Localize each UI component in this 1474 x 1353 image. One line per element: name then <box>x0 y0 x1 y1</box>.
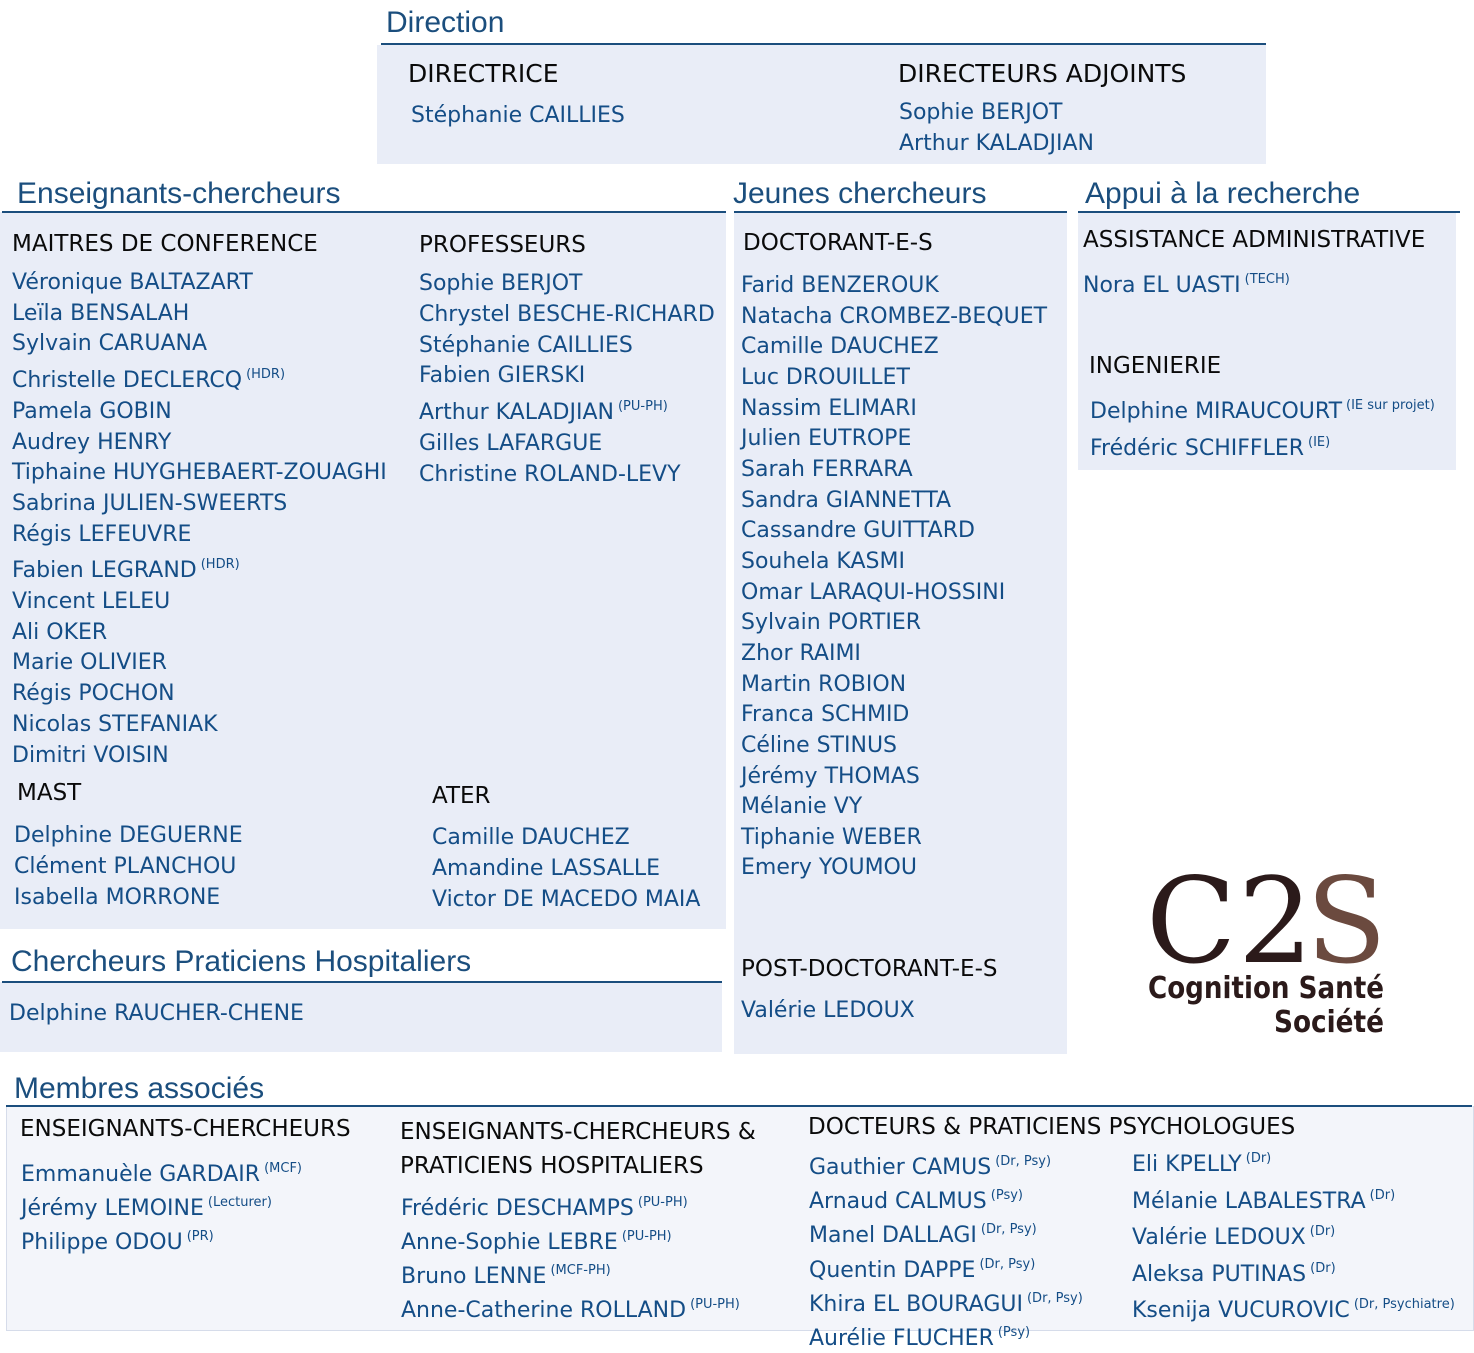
person-entry <box>809 1319 1083 1353</box>
person-entry <box>14 882 243 913</box>
person-status-tag: (PU-PH) <box>621 1229 672 1244</box>
person-entry <box>741 271 1047 302</box>
person-name: Cassandre GUITTARD <box>741 518 975 544</box>
person-name: Natacha CROMBEZ-BEQUET <box>741 303 1048 329</box>
person-entry <box>12 329 387 360</box>
person-status-tag: (PU-PH) <box>690 1297 740 1312</box>
person-name: Eli KPELLY <box>1132 1152 1242 1177</box>
direction-title: Direction <box>386 6 505 39</box>
ater-label: ATER <box>432 783 491 809</box>
person-status-tag: (IE) <box>1308 435 1331 450</box>
person-entry <box>21 1155 302 1189</box>
professeurs-list <box>419 269 715 491</box>
person-name: Aleksa PUTINAS <box>1132 1261 1307 1287</box>
person-name: Delphine RAUCHER-CHENE <box>9 1001 304 1026</box>
person-name: Arthur KALADJIAN <box>419 400 614 426</box>
person-entry <box>432 884 700 915</box>
person-name: Jérémy LEMOINE <box>21 1196 204 1221</box>
person-entry <box>1083 264 1290 301</box>
logo-line2: Société <box>1274 1005 1384 1040</box>
appui-rule <box>1078 211 1460 213</box>
ingenierie-list <box>1090 390 1435 464</box>
assoc-docteurs-col2 <box>1132 1144 1455 1327</box>
person-entry <box>1132 1144 1455 1181</box>
person-name: Omar LARAQUI-HOSSINI <box>741 579 1006 605</box>
person-name: Farid BENZEROUK <box>741 273 939 298</box>
person-name: Delphine MIRAUCOURT <box>1090 399 1343 424</box>
person-entry <box>12 710 387 741</box>
person-name: Véronique BALTAZART <box>12 270 253 295</box>
person-entry <box>741 639 1047 670</box>
person-entry <box>809 1285 1083 1319</box>
person-entry <box>12 428 387 459</box>
c2s-logo-mark <box>1140 850 1390 1040</box>
person-name: Vincent LELEU <box>12 589 171 615</box>
person-entry <box>12 587 387 618</box>
person-name: Mélanie VY <box>741 794 863 820</box>
person-entry <box>401 1189 740 1223</box>
assoc-ecph-list <box>401 1189 740 1325</box>
person-status-tag: (Dr, Psy) <box>1026 1290 1083 1306</box>
person-entry <box>21 1189 302 1223</box>
person-name: Régis POCHON <box>12 681 175 707</box>
person-name: Marie OLIVIER <box>12 650 167 676</box>
person-name: Tiphaine HUYGHEBAERT-ZOUAGHI <box>12 460 387 486</box>
person-name: Nassim ELIMARI <box>741 395 917 421</box>
person-status-tag: (PU-PH) <box>637 1195 688 1210</box>
person-name: Franca SCHMID <box>741 702 910 728</box>
person-entry <box>809 1251 1083 1285</box>
adjoint-name: Arthur KALADJIAN <box>899 131 1094 156</box>
person-status-tag: (Dr) <box>1310 1260 1336 1276</box>
person-name: Victor DE MACEDO MAIA <box>432 887 701 912</box>
assistance-list <box>1083 264 1290 301</box>
person-status-tag: (PR) <box>186 1229 214 1244</box>
enseignants-rule <box>2 211 726 213</box>
person-name: Delphine DEGUERNE <box>14 823 243 848</box>
person-entry <box>21 1223 302 1257</box>
person-entry <box>741 995 915 1026</box>
person-name: Fabien LEGRAND <box>12 558 197 584</box>
person-status-tag: (Dr) <box>1369 1187 1396 1203</box>
person-name: Isabella MORRONE <box>14 885 221 910</box>
person-name: Souhela KASMI <box>741 548 905 574</box>
person-name: Sandra GIANNETTA <box>741 487 952 513</box>
person-name: Dimitri VOISIN <box>12 742 169 768</box>
person-name: Sabrina JULIEN-SWEERTS <box>12 490 288 516</box>
mast-label: MAST <box>17 780 82 806</box>
postdocs-label: POST-DOCTORANT-E-S <box>741 956 998 982</box>
person-entry <box>741 363 1047 394</box>
person-name: Ali OKER <box>12 619 108 645</box>
person-name: Stéphanie CAILLIES <box>419 332 633 358</box>
person-entry <box>419 429 715 460</box>
person-name: Martin ROBION <box>741 671 907 697</box>
logo-letter-2: 2 <box>1238 852 1314 990</box>
enseignants-title: Enseignants-chercheurs <box>17 177 341 210</box>
person-status-tag: (MCF) <box>264 1161 302 1176</box>
directrice-label: DIRECTRICE <box>408 59 559 88</box>
person-entry <box>12 679 387 710</box>
assoc-ec-list <box>21 1155 302 1257</box>
person-entry <box>12 648 387 679</box>
person-entry <box>741 547 1047 578</box>
logo-line1: Cognition Santé <box>1148 971 1384 1006</box>
person-name: Camille DAUCHEZ <box>432 825 630 850</box>
person-status-tag: (HDR) <box>246 367 286 383</box>
person-entry <box>809 1182 1083 1216</box>
person-entry <box>1132 1181 1455 1218</box>
directrice-name: Stéphanie CAILLIES <box>411 103 625 128</box>
praticiens-title: Chercheurs Praticiens Hospitaliers <box>11 945 472 978</box>
professeurs-label: PROFESSEURS <box>419 232 586 258</box>
person-entry <box>741 792 1047 823</box>
person-entry <box>741 853 1047 884</box>
person-name: Amandine LASSALLE <box>432 856 661 881</box>
person-entry <box>1090 390 1435 427</box>
person-name: Jérémy THOMAS <box>741 763 920 789</box>
person-name: Ksenija VUCUROVIC <box>1132 1298 1350 1323</box>
person-entry <box>12 360 387 397</box>
person-entry <box>12 268 387 299</box>
person-name: Fabien GIERSKI <box>419 363 586 389</box>
assoc-ecph-label-2: PRATICIENS HOSPITALIERS <box>400 1153 704 1179</box>
person-entry <box>741 394 1047 425</box>
person-entry <box>741 486 1047 517</box>
person-name: Sarah FERRARA <box>741 456 913 482</box>
person-entry <box>12 299 387 330</box>
person-name: Emmanuèle GARDAIR <box>21 1162 261 1187</box>
person-name: Clément PLANCHOU <box>14 854 237 879</box>
person-name: Luc DROUILLET <box>741 364 910 390</box>
person-entry <box>741 762 1047 793</box>
person-name: Bruno LENNE <box>401 1264 547 1289</box>
person-name: Leïla BENSALAH <box>12 300 190 326</box>
person-entry <box>741 302 1047 333</box>
person-status-tag: (Dr, Psy) <box>979 1256 1036 1272</box>
person-entry <box>12 397 387 428</box>
person-name: Christine ROLAND-LEVY <box>419 461 681 487</box>
jeunes-rule <box>734 211 1067 213</box>
assistance-label: ASSISTANCE ADMINISTRATIVE <box>1083 227 1426 253</box>
person-name: Anne-Catherine ROLLAND <box>401 1298 687 1323</box>
person-entry <box>401 1223 740 1257</box>
person-status-tag: (Dr) <box>1245 1151 1272 1166</box>
person-name: Khira EL BOURAGUI <box>809 1291 1023 1317</box>
person-status-tag: (Lecturer) <box>207 1195 272 1210</box>
person-entry <box>809 1216 1083 1250</box>
person-name: Emery YOUMOU <box>741 855 917 881</box>
person-entry <box>1132 1290 1455 1327</box>
person-name: Camille DAUCHEZ <box>741 334 939 360</box>
person-entry <box>741 731 1047 762</box>
person-status-tag: (Psy) <box>997 1325 1031 1341</box>
adjoints-label: DIRECTEURS ADJOINTS <box>898 59 1187 88</box>
person-entry <box>1090 427 1435 464</box>
doctorants-label: DOCTORANT-E-S <box>743 230 933 256</box>
assoc-ec-label: ENSEIGNANTS-CHERCHEURS <box>20 1116 351 1142</box>
person-status-tag: (PU-PH) <box>617 399 668 415</box>
assoc-ecph-label-1: ENSEIGNANTS-CHERCHEURS & <box>400 1119 756 1145</box>
person-entry <box>14 820 243 851</box>
person-name: Frédéric SCHIFFLER <box>1090 436 1305 461</box>
associes-rule <box>6 1105 1472 1107</box>
person-status-tag: (Dr, Psy) <box>995 1154 1052 1169</box>
person-name: Sophie BERJOT <box>419 271 583 296</box>
person-name: Philippe ODOU <box>21 1230 183 1255</box>
logo-letter-c: C <box>1146 852 1237 990</box>
person-entry <box>12 618 387 649</box>
person-name: Zhor RAIMI <box>741 640 861 666</box>
assoc-docteurs-col1 <box>809 1148 1083 1353</box>
person-entry <box>741 823 1047 854</box>
person-entry <box>432 822 700 853</box>
person-name: Valérie LEDOUX <box>741 998 915 1023</box>
doctorants-list <box>741 271 1047 884</box>
adjoint-name: Sophie BERJOT <box>899 100 1063 125</box>
mcf-label: MAITRES DE CONFERENCE <box>12 231 318 257</box>
person-entry <box>741 424 1047 455</box>
person-entry <box>741 332 1047 363</box>
person-name: Julien EUTROPE <box>741 426 912 452</box>
person-entry <box>12 741 387 772</box>
person-entry <box>419 460 715 491</box>
adjoints-list <box>899 97 1094 159</box>
person-entry <box>741 608 1047 639</box>
person-entry <box>12 550 387 587</box>
person-entry <box>401 1291 740 1325</box>
person-name: Céline STINUS <box>741 732 898 758</box>
person-name: Sylvain PORTIER <box>741 610 922 636</box>
person-entry <box>419 300 715 331</box>
person-name: Nicolas STEFANIAK <box>12 711 218 737</box>
person-name: Anne-Sophie LEBRE <box>401 1230 618 1255</box>
person-name: Tiphanie WEBER <box>741 824 922 850</box>
jeunes-title: Jeunes chercheurs <box>733 177 987 210</box>
person-name: Audrey HENRY <box>12 429 172 455</box>
person-entry <box>741 455 1047 486</box>
praticiens-rule <box>2 981 722 983</box>
person-entry <box>419 269 715 300</box>
person-name: Nora EL UASTI <box>1083 273 1241 298</box>
person-status-tag: (MCF-PH) <box>550 1263 611 1278</box>
person-entry <box>419 361 715 392</box>
ater-list <box>432 822 700 915</box>
person-entry <box>12 520 387 551</box>
person-status-tag: (Dr, Psychiatre) <box>1353 1297 1455 1312</box>
mcf-list <box>12 268 387 771</box>
person-status-tag: (Dr) <box>1309 1224 1336 1239</box>
person-entry <box>432 853 700 884</box>
person-status-tag: (Dr, Psy) <box>980 1222 1037 1238</box>
person-entry <box>1132 1217 1455 1254</box>
person-name: Christelle DECLERCQ <box>12 368 243 394</box>
associes-title: Membres associés <box>14 1072 265 1105</box>
person-status-tag: (HDR) <box>200 557 240 573</box>
person-entry <box>741 516 1047 547</box>
person-entry <box>401 1257 740 1291</box>
praticiens-list <box>9 998 304 1029</box>
person-name: Chrystel BESCHE-RICHARD <box>419 301 715 327</box>
person-status-tag: (Psy) <box>990 1188 1023 1204</box>
ingenierie-label: INGENIERIE <box>1089 353 1222 379</box>
person-name: Régis LEFEUVRE <box>12 521 192 547</box>
person-name: Sylvain CARUANA <box>12 331 208 357</box>
person-entry <box>12 458 387 489</box>
person-entry <box>419 331 715 362</box>
person-name: Arnaud CALMUS <box>809 1189 987 1215</box>
person-name: Quentin DAPPE <box>809 1257 976 1283</box>
person-entry <box>741 700 1047 731</box>
person-entry <box>741 670 1047 701</box>
appui-title: Appui à la recherche <box>1085 177 1361 210</box>
person-entry <box>741 578 1047 609</box>
postdocs-list <box>741 995 915 1026</box>
direction-rule <box>381 43 1266 45</box>
person-name: Gauthier CAMUS <box>809 1155 992 1180</box>
assoc-docteurs-label: DOCTEURS & PRATICIENS PSYCHOLOGUES <box>808 1114 1296 1140</box>
person-entry <box>1132 1254 1455 1291</box>
c2s-logo <box>1140 850 1390 1040</box>
person-entry <box>12 489 387 520</box>
person-name: Gilles LAFARGUE <box>419 430 603 456</box>
person-name: Aurélie FLUCHER <box>809 1326 994 1352</box>
person-entry <box>419 392 715 429</box>
person-name: Mélanie LABALESTRA <box>1132 1188 1366 1214</box>
person-name: Frédéric DESCHAMPS <box>401 1196 634 1221</box>
person-entry <box>809 1148 1083 1182</box>
mast-list <box>14 820 243 913</box>
person-name: Pamela GOBIN <box>12 398 172 424</box>
person-name: Valérie LEDOUX <box>1132 1225 1306 1250</box>
person-name: Manel DALLAGI <box>809 1223 977 1249</box>
person-entry <box>9 998 304 1029</box>
person-entry <box>14 851 243 882</box>
logo-letter-s: S <box>1306 852 1387 990</box>
person-status-tag: (TECH) <box>1244 272 1290 287</box>
directrice-list <box>411 100 625 131</box>
person-status-tag: (IE sur projet) <box>1346 398 1435 413</box>
